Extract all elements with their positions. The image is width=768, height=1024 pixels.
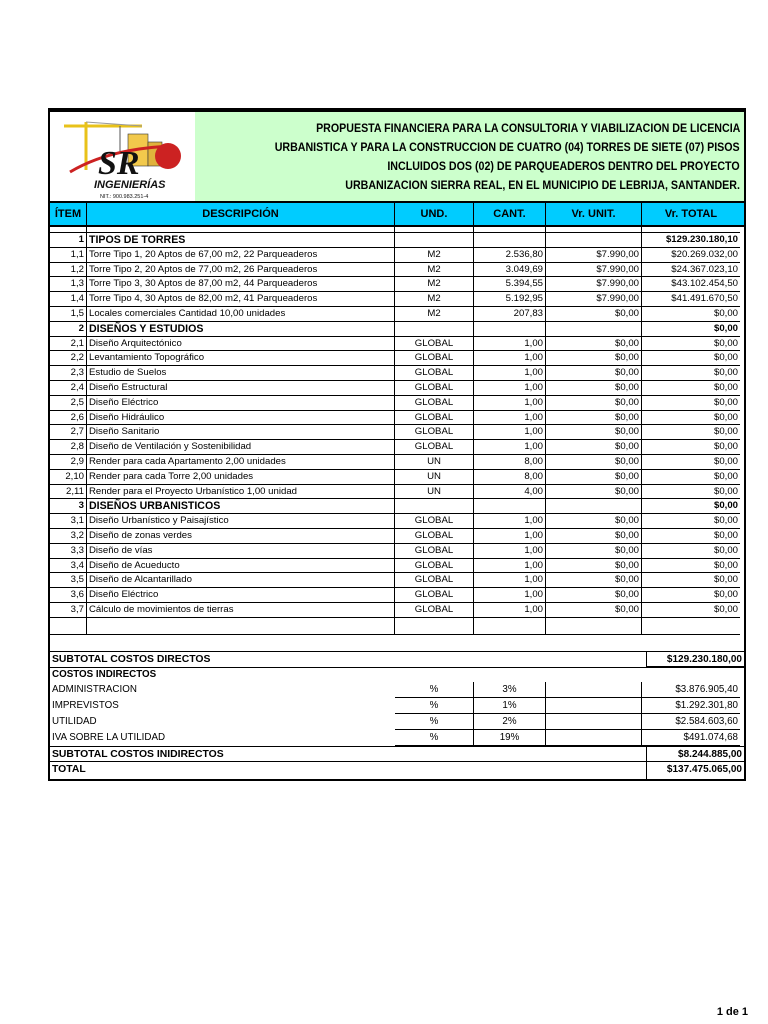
item-number: 2,11: [50, 485, 87, 500]
title-line-2: URBANISTICA Y PARA LA CONSTRUCCION DE CUATRO (04) TORRES DE SIETE (07) PISOS: [275, 139, 740, 154]
item-number: 2,9: [50, 455, 87, 470]
indirect-cost-percent: 19%: [474, 730, 546, 746]
column-header-unit-value: Vr. UNIT.: [546, 203, 642, 225]
item-description: Diseño de Acueducto: [87, 559, 395, 574]
section-row: [50, 322, 744, 337]
item-number: 2,5: [50, 396, 87, 411]
item-unit-value: $0,00: [546, 588, 642, 603]
item-total-value: $0,00: [642, 485, 740, 500]
item-total-value: $0,00: [642, 322, 740, 337]
title-line-4: URBANIZACION SIERRA REAL, EN EL MUNICIPIO DE LEBRIJA, SANTANDER.: [345, 177, 740, 192]
item-number: 3,2: [50, 529, 87, 544]
item-unit-value: $0,00: [546, 455, 642, 470]
item-total-value: $0,00: [642, 455, 740, 470]
table-row: [50, 248, 744, 263]
item-description: Diseño de Alcantarillado: [87, 573, 395, 588]
item-unit-value: $0,00: [546, 351, 642, 366]
item-quantity: 1,00: [474, 529, 546, 544]
indirect-cost-unit: %: [395, 730, 474, 746]
column-header-description: DESCRIPCIÓN: [87, 203, 395, 225]
item-number: 3,3: [50, 544, 87, 559]
item-total-value: $0,00: [642, 411, 740, 426]
subtotal-indirect-row: [50, 746, 744, 762]
total-label: TOTAL: [52, 763, 86, 775]
item-quantity: 207,83: [474, 307, 546, 322]
item-unit-value: $0,00: [546, 425, 642, 440]
item-description: Levantamiento Topográfico: [87, 351, 395, 366]
item-quantity: 1,00: [474, 544, 546, 559]
total-row: [50, 762, 744, 779]
item-quantity: 1,00: [474, 366, 546, 381]
item-total-value: $0,00: [642, 381, 740, 396]
table-row: [50, 411, 744, 426]
item-quantity: [474, 499, 546, 514]
item-description: Estudio de Suelos: [87, 366, 395, 381]
item-description: Diseño Eléctrico: [87, 588, 395, 603]
indirect-rows: [50, 682, 744, 746]
document-header: [50, 112, 744, 203]
item-total-value: $0,00: [642, 425, 740, 440]
item-quantity: [474, 233, 546, 248]
item-total-value: $0,00: [642, 499, 740, 514]
item-quantity: 1,00: [474, 603, 546, 618]
company-logo: [50, 112, 195, 201]
item-number: 2,2: [50, 351, 87, 366]
indirect-cost-row: [50, 714, 744, 730]
item-number: 2: [50, 322, 87, 337]
item-number: 3,5: [50, 573, 87, 588]
column-header-total-value: Vr. TOTAL: [664, 208, 718, 220]
item-description: Diseño Estructural: [87, 381, 395, 396]
item-total-value: $0,00: [642, 514, 740, 529]
item-number: 2,8: [50, 440, 87, 455]
item-quantity: 1,00: [474, 588, 546, 603]
indirect-cost-label: IVA SOBRE LA UTILIDAD: [52, 731, 166, 743]
item-unit: GLOBAL: [395, 425, 474, 440]
item-number: 2,3: [50, 366, 87, 381]
item-number: 2,4: [50, 381, 87, 396]
column-header-quantity: CANT.: [474, 203, 546, 225]
item-description: Diseño de Ventilación y Sostenibilidad: [87, 440, 395, 455]
item-total-value: $0,00: [642, 544, 740, 559]
table-row: [50, 544, 744, 559]
item-total-value: $0,00: [642, 396, 740, 411]
empty-separator: [50, 633, 744, 652]
table-row: [50, 381, 744, 396]
subtotal-direct-label: SUBTOTAL COSTOS DIRECTOS: [52, 653, 211, 665]
item-unit-value: [546, 322, 642, 337]
item-total-value: $0,00: [642, 529, 740, 544]
item-quantity: 1,00: [474, 425, 546, 440]
table-row: [50, 588, 744, 603]
item-number: 3,7: [50, 603, 87, 618]
item-number: 1,2: [50, 263, 87, 278]
item-unit: M2: [395, 263, 474, 278]
table-row: [50, 307, 744, 322]
item-total-value: $129.230.180,10: [642, 233, 740, 248]
item-quantity: 1,00: [474, 559, 546, 574]
item-description: Diseño Urbanístico y Paisajístico: [87, 514, 395, 529]
item-unit: GLOBAL: [395, 544, 474, 559]
item-unit: GLOBAL: [395, 396, 474, 411]
item-unit-value: $7.990,00: [546, 277, 642, 292]
item-quantity: 8,00: [474, 470, 546, 485]
item-unit: M2: [395, 292, 474, 307]
logo-letters: SR: [98, 145, 140, 182]
indirect-cost-empty: [546, 714, 642, 730]
item-description: Torre Tipo 2, 20 Aptos de 77,00 m2, 26 Parqueaderos: [87, 263, 395, 278]
proposal-sheet: [48, 108, 746, 781]
item-quantity: 1,00: [474, 351, 546, 366]
item-rows: [50, 233, 744, 618]
indirect-cost-total: $491.074,68: [642, 730, 740, 746]
item-total-value: $0,00: [642, 559, 740, 574]
item-unit: M2: [395, 248, 474, 263]
item-total-value: $24.367.023,10: [642, 263, 740, 278]
item-description: Diseño Arquitectónico: [87, 337, 395, 352]
item-unit-value: $7.990,00: [546, 263, 642, 278]
item-unit: GLOBAL: [395, 573, 474, 588]
item-description: Locales comerciales Cantidad 10,00 unidades: [87, 307, 395, 322]
indirect-cost-label: IMPREVISTOS: [52, 699, 119, 711]
item-unit-value: $7.990,00: [546, 292, 642, 307]
item-description: Cálculo de movimientos de tierras: [87, 603, 395, 618]
item-total-value: $0,00: [642, 351, 740, 366]
item-number: 1,1: [50, 248, 87, 263]
item-total-value: $0,00: [642, 307, 740, 322]
item-unit: GLOBAL: [395, 381, 474, 396]
table-row: [50, 425, 744, 440]
item-total-value: $20.269.032,00: [642, 248, 740, 263]
item-quantity: 1,00: [474, 573, 546, 588]
item-unit-value: $7.990,00: [546, 248, 642, 263]
logo-nit: NIT.: 900.983.251-4: [100, 194, 149, 200]
column-headers: [50, 203, 744, 227]
item-unit: GLOBAL: [395, 351, 474, 366]
indirect-cost-row: [50, 698, 744, 714]
item-description: Diseño Sanitario: [87, 425, 395, 440]
section-row: [50, 499, 744, 514]
indirect-cost-unit: %: [395, 698, 474, 714]
item-quantity: 1,00: [474, 411, 546, 426]
item-unit: GLOBAL: [395, 366, 474, 381]
item-quantity: 4,00: [474, 485, 546, 500]
item-quantity: 2.536,80: [474, 248, 546, 263]
item-unit-value: [546, 499, 642, 514]
item-description: Diseño Hidráulico: [87, 411, 395, 426]
item-number: 1,4: [50, 292, 87, 307]
item-quantity: 1,00: [474, 337, 546, 352]
indirect-cost-empty: [546, 730, 642, 746]
item-unit: GLOBAL: [395, 440, 474, 455]
item-unit-value: $0,00: [546, 307, 642, 322]
logo-subtitle: INGENIERÍAS: [94, 179, 166, 191]
item-total-value: $0,00: [642, 573, 740, 588]
item-total-value: $0,00: [642, 366, 740, 381]
item-quantity: [474, 322, 546, 337]
indirect-cost-label: UTILIDAD: [52, 715, 97, 727]
indirect-cost-empty: [546, 698, 642, 714]
subtotal-direct-row: [50, 652, 744, 668]
item-number: 2,6: [50, 411, 87, 426]
indirect-cost-empty: [546, 682, 642, 698]
page-count: 1 de 1: [716, 1006, 748, 1018]
item-unit-value: [546, 233, 642, 248]
title-line-1: PROPUESTA FINANCIERA PARA LA CONSULTORIA Y VIABILIZACION DE LICENCIA: [315, 120, 740, 135]
item-number: 3,4: [50, 559, 87, 574]
item-unit: GLOBAL: [395, 514, 474, 529]
table-row: [50, 396, 744, 411]
item-description: TIPOS DE TORRES: [87, 233, 395, 248]
indirect-cost-total: $2.584.603,60: [642, 714, 740, 730]
item-unit: UN: [395, 470, 474, 485]
item-unit-value: $0,00: [546, 366, 642, 381]
table-row: [50, 559, 744, 574]
item-number: 3,1: [50, 514, 87, 529]
section-row: [50, 233, 744, 248]
item-unit-value: $0,00: [546, 559, 642, 574]
item-description: Diseño Eléctrico: [87, 396, 395, 411]
item-unit: M2: [395, 277, 474, 292]
logo-graphic: [50, 112, 195, 201]
table-row: [50, 514, 744, 529]
item-unit-value: $0,00: [546, 381, 642, 396]
table-row: [50, 366, 744, 381]
item-unit: UN: [395, 455, 474, 470]
item-unit-value: $0,00: [546, 411, 642, 426]
item-description: Render para el Proyecto Urbanístico 1,00 unidad: [87, 485, 395, 500]
column-header-item: ÍTEM: [50, 203, 87, 225]
item-total-value: $0,00: [642, 337, 740, 352]
item-number: 3: [50, 499, 87, 514]
item-unit-value: $0,00: [546, 440, 642, 455]
subtotal-indirect-label: SUBTOTAL COSTOS INIDIRECTOS: [52, 748, 224, 760]
subtotal-indirect-value: $8.244.885,00: [646, 747, 744, 761]
indirect-cost-total: $3.876.905,40: [642, 682, 740, 698]
item-quantity: 5.394,55: [474, 277, 546, 292]
item-quantity: 1,00: [474, 381, 546, 396]
indirect-cost-total: $1.292.301,80: [642, 698, 740, 714]
table-row: [50, 440, 744, 455]
item-unit-value: $0,00: [546, 485, 642, 500]
blank-row: [50, 618, 744, 633]
indirect-cost-percent: 2%: [474, 714, 546, 730]
item-unit-value: $0,00: [546, 603, 642, 618]
table-row: [50, 573, 744, 588]
item-unit: M2: [395, 307, 474, 322]
item-number: 1: [50, 233, 87, 248]
indirect-cost-label: ADMINISTRACION: [52, 683, 137, 695]
item-unit-value: $0,00: [546, 396, 642, 411]
subtotal-direct-value: $129.230.180,00: [646, 652, 744, 667]
item-unit: GLOBAL: [395, 559, 474, 574]
item-total-value: $43.102.454,50: [642, 277, 740, 292]
item-description: Render para cada Torre 2,00 unidades: [87, 470, 395, 485]
item-unit-value: $0,00: [546, 573, 642, 588]
item-number: 2,1: [50, 337, 87, 352]
indirect-cost-row: [50, 730, 744, 746]
item-number: 2,7: [50, 425, 87, 440]
item-unit-value: $0,00: [546, 529, 642, 544]
column-header-unit: UND.: [395, 203, 474, 225]
item-unit: GLOBAL: [395, 411, 474, 426]
item-unit: GLOBAL: [395, 588, 474, 603]
total-value: $137.475.065,00: [646, 762, 744, 779]
title-line-3: INCLUIDOS DOS (02) DE PARQUEADEROS DENTRO DEL PROYECTO: [387, 158, 740, 173]
item-quantity: 8,00: [474, 455, 546, 470]
item-unit-value: $0,00: [546, 337, 642, 352]
item-description: Diseño de vías: [87, 544, 395, 559]
indirect-cost-percent: 1%: [474, 698, 546, 714]
item-description: DISEÑOS URBANISTICOS: [87, 499, 395, 514]
table-row: [50, 263, 744, 278]
item-description: Torre Tipo 3, 30 Aptos de 87,00 m2, 44 Parqueaderos: [87, 277, 395, 292]
item-number: 1,5: [50, 307, 87, 322]
item-number: 2,10: [50, 470, 87, 485]
document-title: [195, 112, 744, 201]
item-unit: [395, 322, 474, 337]
item-unit-value: $0,00: [546, 470, 642, 485]
indirect-cost-unit: %: [395, 714, 474, 730]
item-unit: UN: [395, 485, 474, 500]
item-description: Torre Tipo 4, 30 Aptos de 82,00 m2, 41 Parqueaderos: [87, 292, 395, 307]
item-unit-value: $0,00: [546, 544, 642, 559]
item-description: Torre Tipo 1, 20 Aptos de 67,00 m2, 22 Parqueaderos: [87, 248, 395, 263]
item-description: Diseño de zonas verdes: [87, 529, 395, 544]
item-total-value: $41.491.670,50: [642, 292, 740, 307]
table-row: [50, 277, 744, 292]
item-quantity: 5.192,95: [474, 292, 546, 307]
table-row: [50, 529, 744, 544]
item-quantity: 3.049,69: [474, 263, 546, 278]
table-row: [50, 603, 744, 618]
indirect-costs-label: COSTOS INDIRECTOS: [52, 668, 157, 680]
table-row: [50, 455, 744, 470]
indirect-cost-row: [50, 682, 744, 698]
item-unit: [395, 233, 474, 248]
item-unit: GLOBAL: [395, 529, 474, 544]
item-total-value: $0,00: [642, 470, 740, 485]
table-row: [50, 485, 744, 500]
item-total-value: $0,00: [642, 440, 740, 455]
item-unit: GLOBAL: [395, 603, 474, 618]
item-total-value: $0,00: [642, 603, 740, 618]
item-quantity: 1,00: [474, 514, 546, 529]
table-row: [50, 351, 744, 366]
item-quantity: 1,00: [474, 396, 546, 411]
indirect-cost-percent: 3%: [474, 682, 546, 698]
item-unit: GLOBAL: [395, 337, 474, 352]
item-description: Render para cada Apartamento 2,00 unidades: [87, 455, 395, 470]
item-unit-value: $0,00: [546, 514, 642, 529]
item-quantity: 1,00: [474, 440, 546, 455]
table-row: [50, 292, 744, 307]
table-row: [50, 337, 744, 352]
item-description: DISEÑOS Y ESTUDIOS: [87, 322, 395, 337]
item-unit: [395, 499, 474, 514]
indirect-cost-unit: %: [395, 682, 474, 698]
indirect-costs-heading-row: [50, 668, 744, 682]
item-number: 1,3: [50, 277, 87, 292]
table-row: [50, 470, 744, 485]
item-total-value: $0,00: [642, 588, 740, 603]
item-number: 3,6: [50, 588, 87, 603]
